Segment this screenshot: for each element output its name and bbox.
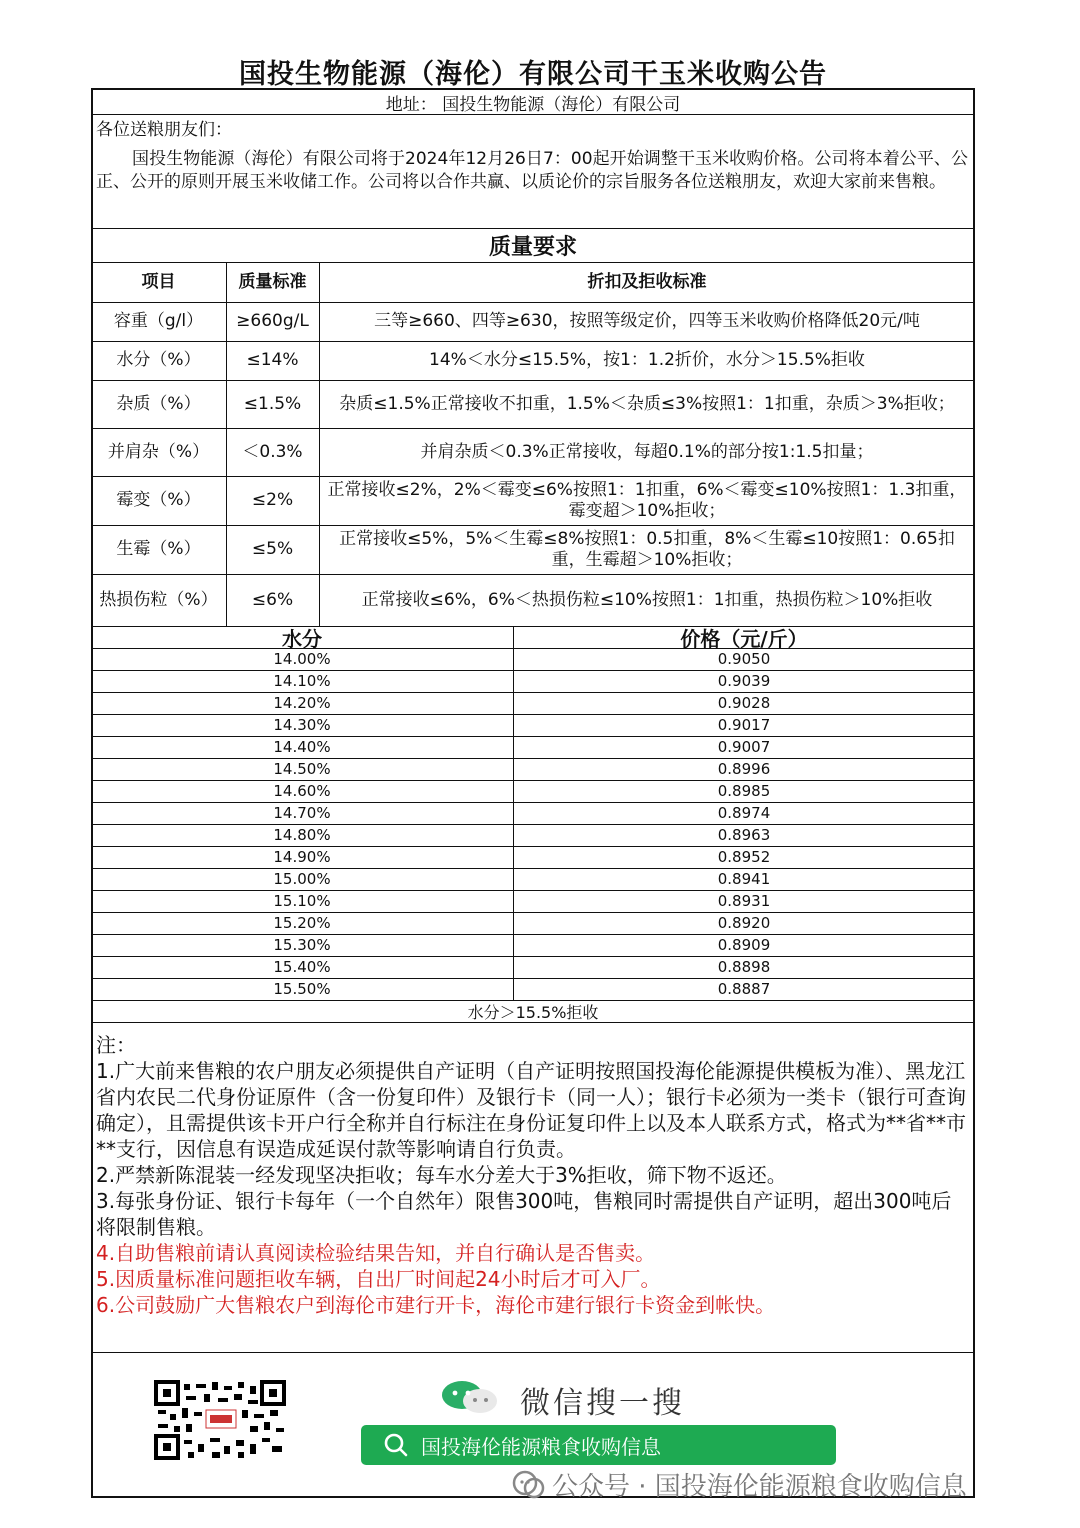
note-item-warning: 6.公司鼓励广大售粮农户到海伦市建行开卡，海伦市建行银行卡资金到帐快。 [96,1293,776,1317]
note-item: 3.每张身份证、银行卡每年（一个自然年）限售300吨，售粮同时需提供自产证明，超出300吨后将限制售粮。 [96,1189,952,1239]
price-moisture-cell: 14.30% [273,716,331,734]
price-value-cell: 0.8941 [717,870,771,888]
search-query: 国投海伦能源粮食收购信息 [421,1434,661,1459]
price-moisture-cell: 14.60% [273,782,331,800]
search-icon [383,1432,409,1458]
note-item-warning: 4.自助售粮前请认真阅读检验结果告知，并自行确认是否售卖。 [96,1241,656,1265]
price-moisture-cell: 14.40% [273,738,331,756]
divider [91,1352,975,1353]
quality-item-cell: 生霉（%） [116,539,201,559]
quality-standard-cell: ≤5% [251,539,294,559]
quality-section-title: 质量要求 [488,235,577,260]
quality-header-cell: 折扣及拒收标准 [587,271,707,292]
price-moisture-cell: 15.20% [273,914,331,932]
price-moisture-cell: 14.00% [273,650,331,668]
quality-item-cell: 容重（g/l） [113,311,204,331]
price-value-cell: 0.9028 [717,694,771,712]
price-moisture-cell: 15.30% [273,936,331,954]
official-account-icon [512,1468,546,1502]
divider [91,228,975,229]
price-value-cell: 0.8996 [717,760,771,778]
wechat-search-bar[interactable] [361,1425,836,1465]
watermark-text: 公众号 · 国投海伦能源粮食收购信息 [552,1472,967,1502]
quality-item-cell: 热损伤粒（%） [99,589,218,610]
quality-item-cell: 并肩杂（%） [107,441,210,462]
price-moisture-cell: 14.90% [273,848,331,866]
price-moisture-cell: 15.50% [273,980,331,998]
price-moisture-cell: 14.70% [273,804,331,822]
price-moisture-cell: 15.40% [273,958,331,976]
price-moisture-cell: 15.00% [273,870,331,888]
quality-standard-cell: ≤1.5% [243,393,302,414]
quality-item-cell: 霉变（%） [116,490,201,510]
quality-standard-cell: ≥660g/L [236,311,309,331]
price-value-cell: 0.8963 [717,826,771,844]
price-value-cell: 0.8952 [717,848,771,866]
quality-item-cell: 水分（%） [116,350,201,370]
qr-code-icon[interactable] [154,1380,286,1460]
price-moisture-cell: 14.20% [273,694,331,712]
quality-rule-cell: 杂质≤1.5%正常接收不扣重，1.5%＜杂质≤3%按照1：1扣重，杂质＞3%拒收； [339,393,955,414]
notes-section [96,1032,968,1318]
quality-standard-cell: ≤14% [246,350,299,370]
note-item: 2.严禁新陈混装一经发现坚决拒收；每车水分差大于3%拒收，筛下物不返还。 [96,1163,787,1187]
address-line: 地址： 国投生物能源（海伦）有限公司 [385,95,681,115]
quality-standard-cell: ＜0.3% [242,441,303,462]
note-item-warning: 5.因质量标准问题拒收车辆，自出厂时间起24小时后才可入厂。 [96,1267,661,1291]
quality-header-cell: 项目 [141,271,176,292]
price-value-cell: 0.8931 [717,892,771,910]
quality-rule-cell: 正常接收≤2%，2%＜霉变≤6%按照1：1扣重，6%＜霉变≤10%按照1：1.3扣重，霉变超＞10%拒收； [327,479,967,521]
quality-rule-cell: 三等≥660、四等≥630，按照等级定价，四等玉米收购价格降低20元/吨 [374,311,920,331]
wechat-search-label: 微信搜一搜 [520,1386,685,1421]
quality-rule-cell: 14%＜水分≤15.5%，按1：1.2折价，水分＞15.5%拒收 [429,350,865,370]
notes-heading: 注： [96,1033,136,1057]
quality-rule-cell: 正常接收≤6%，6%＜热损伤粒≤10%按照1：1扣重，热损伤粒＞10%拒收 [361,589,933,610]
price-header-moisture: 水分 [282,626,322,651]
price-moisture-cell: 14.80% [273,826,331,844]
price-moisture-cell: 15.10% [273,892,331,910]
wechat-logo-icon [440,1380,500,1414]
price-value-cell: 0.8985 [717,782,771,800]
divider [91,1022,975,1023]
price-header-price: 价格（元/斤） [680,626,808,651]
quality-header-cell: 质量标准 [238,271,307,292]
price-value-cell: 0.9017 [717,716,771,734]
price-moisture-cell: 14.10% [273,672,331,690]
price-value-cell: 0.8898 [717,958,771,976]
price-value-cell: 0.8909 [717,936,771,954]
notice-title: 国投生物能源（海伦）有限公司干玉米收购公告 [239,59,827,90]
price-value-cell: 0.9039 [717,672,771,690]
quality-item-cell: 杂质（%） [116,393,201,414]
price-value-cell: 0.9007 [717,738,771,756]
price-footer-note: 水分＞15.5%拒收 [467,1002,599,1022]
note-item: 1.广大前来售粮的农户朋友必须提供自产证明（自产证明按照国投海伦能源提供模板为准）、黑龙江省内农民二代身份证原件（含一份复印件）及银行卡（同一人）；银行卡必须为一类卡（银行可查询确定），且需提供该卡开户行全称并自行标注在身份证复印件上以及本人联系方式，格式为**省**市**支行，因信息有误造成延误付款等影响请自行负责。 [96,1059,966,1161]
price-value-cell: 0.8974 [717,804,771,822]
price-value-cell: 0.8887 [717,980,771,998]
quality-rule-cell: 并肩杂质＜0.3%正常接收，每超0.1%的部分按1:1.5扣量； [420,441,874,462]
quality-rule-cell: 正常接收≤5%，5%＜生霉≤8%按照1：0.5扣重，8%＜生霉≤10按照1：0.65扣重，生霉超＞10%拒收； [339,528,955,570]
price-moisture-cell: 14.50% [273,760,331,778]
quality-standard-cell: ≤6% [251,589,294,610]
price-value-cell: 0.8920 [717,914,771,932]
price-value-cell: 0.9050 [717,650,771,668]
greeting: 各位送粮朋友们： [96,120,232,140]
intro-paragraph: 国投生物能源（海伦）有限公司将于2024年12月26日7：00起开始调整干玉米收购价格。公司将本着公平、公正、公开的原则开展玉米收储工作。公司将以合作共赢、以质论价的宗旨服务各位送粮朋友，欢迎大家前来售粮。 [96,149,968,192]
quality-standard-cell: ≤2% [251,490,294,510]
official-account-watermark [512,1466,967,1503]
